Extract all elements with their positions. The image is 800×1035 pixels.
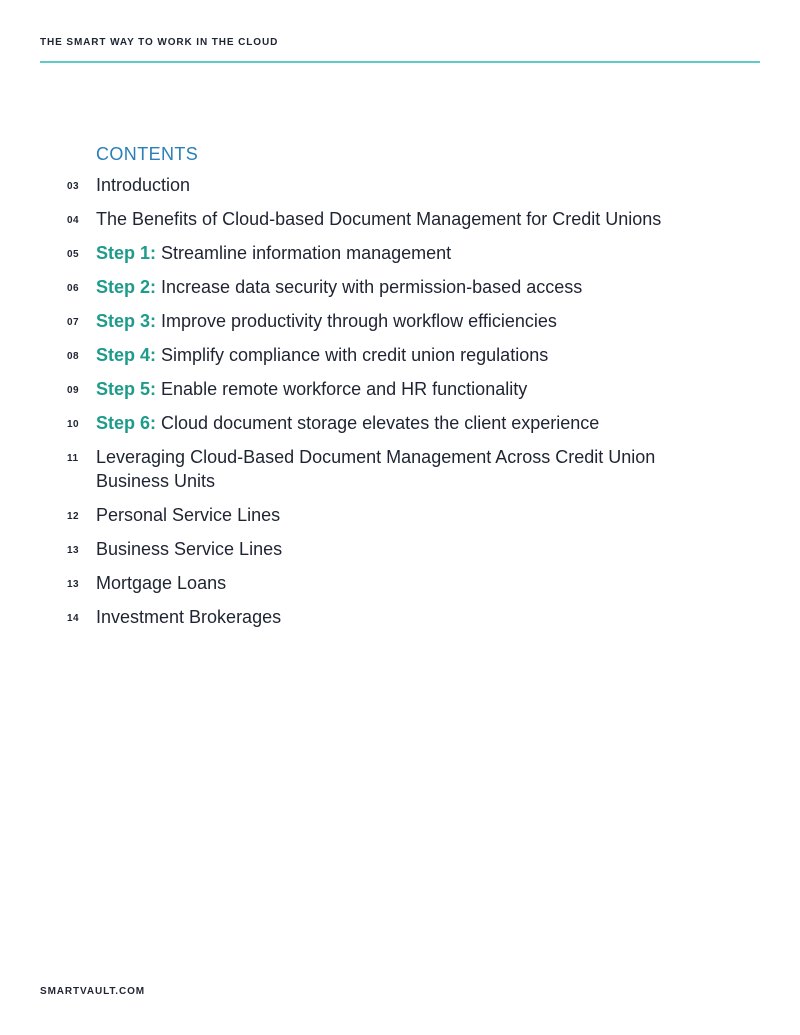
toc-page-number: 14 <box>67 613 80 624</box>
toc-entry[interactable] <box>0 309 800 333</box>
toc-page-number: 11 <box>67 453 79 464</box>
toc-step-label: Step 4: <box>96 345 157 365</box>
toc-entry-title <box>96 241 700 265</box>
toc-title-text: Personal Service Lines <box>96 505 281 525</box>
toc-entry[interactable] <box>0 377 800 401</box>
toc-page-number: 09 <box>67 385 80 396</box>
toc-entry[interactable] <box>0 445 800 493</box>
toc-entry-title <box>96 605 700 629</box>
toc-title-text: Mortgage Loans <box>96 573 227 593</box>
toc-page-number: 04 <box>67 215 80 226</box>
toc-entry-title <box>96 343 700 367</box>
toc-page-number: 12 <box>67 511 80 522</box>
toc-page-number: 07 <box>67 317 80 328</box>
toc-entry[interactable] <box>0 503 800 527</box>
toc-entry[interactable] <box>0 241 800 265</box>
toc-title-text: Cloud document storage elevates the client experience <box>161 413 600 433</box>
contents-heading: CONTENTS <box>96 144 199 164</box>
toc-step-label: Step 6: <box>96 413 157 433</box>
toc-page-number: 08 <box>67 351 80 362</box>
toc-page-number: 06 <box>67 283 80 294</box>
toc-entry-title <box>96 275 700 299</box>
toc-title-text: Leveraging Cloud-Based Document Management Across Credit Union Business Units <box>96 447 656 491</box>
toc-title-text: Simplify compliance with credit union regulations <box>161 345 549 365</box>
toc-entry[interactable] <box>0 571 800 595</box>
toc-entry-title <box>96 503 700 527</box>
toc-page-number: 05 <box>67 249 80 260</box>
toc-entry[interactable] <box>0 605 800 629</box>
toc-title-text: The Benefits of Cloud-based Document Management for Credit Unions <box>96 209 662 229</box>
footer-url: SMARTVAULT.COM <box>40 986 145 997</box>
toc-step-label: Step 5: <box>96 379 157 399</box>
toc-entry-title <box>96 207 700 231</box>
toc-entry[interactable] <box>0 343 800 367</box>
toc-entry-title <box>96 309 700 333</box>
toc-entry[interactable] <box>0 275 800 299</box>
toc-page-number: 13 <box>67 579 80 590</box>
toc-entry-title <box>96 571 700 595</box>
toc-entry[interactable] <box>0 207 800 231</box>
toc-page-number: 10 <box>67 419 80 430</box>
toc-entry-title <box>96 537 700 561</box>
toc-entry-title <box>96 377 700 401</box>
toc-entry-title <box>96 411 700 435</box>
running-header: THE SMART WAY TO WORK IN THE CLOUD <box>40 37 279 48</box>
toc-step-label: Step 3: <box>96 311 157 331</box>
table-of-contents <box>0 173 800 639</box>
toc-page-number: 03 <box>67 181 80 192</box>
toc-title-text: Business Service Lines <box>96 539 283 559</box>
toc-entry[interactable] <box>0 411 800 435</box>
toc-title-text: Increase data security with permission-based access <box>161 277 583 297</box>
toc-step-label: Step 1: <box>96 243 157 263</box>
toc-title-text: Enable remote workforce and HR functionality <box>161 379 528 399</box>
header-divider <box>40 61 760 63</box>
toc-entry-title <box>96 445 700 493</box>
toc-title-text: Improve productivity through workflow efficiencies <box>161 311 557 331</box>
toc-title-text: Introduction <box>96 175 191 195</box>
toc-title-text: Streamline information management <box>161 243 452 263</box>
toc-step-label: Step 2: <box>96 277 157 297</box>
toc-entry[interactable] <box>0 173 800 197</box>
toc-page-number: 13 <box>67 545 80 556</box>
toc-title-text: Investment Brokerages <box>96 607 282 627</box>
toc-entry-title <box>96 173 700 197</box>
toc-entry[interactable] <box>0 537 800 561</box>
